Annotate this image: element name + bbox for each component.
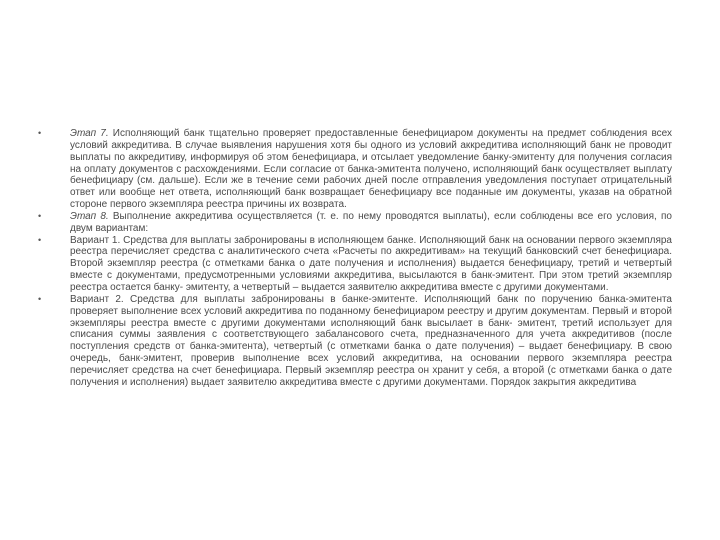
bullet-marker: • [38, 210, 42, 221]
bullet-marker: • [38, 293, 42, 304]
bullet-text: Вариант 1. Средства для выплаты забронированы в исполняющем банке. Исполняющий банк на основании первого экземпляра реестра перечисляет средства с аналитического счета «Расчеты по аккредитивам» на текущий банковский счет бенефициара. Второй экземпляр реестра (с отметками банка о дате получения и исполнения) выдается бенефициару, третий и четвертый вместе с документами, предусмотренными условиями аккредитива, высылаются в банк-эмитент. При этом третий экземпляр реестра остается банку- эмитенту, а четвертый – выдается заявителю аккредитива вместе с другими документами. [70, 234, 672, 293]
stage-description: Выполнение аккредитива осуществляется (т. е. по нему проводятся выплаты), если соблюдены все его условия, по двум вариантам: [70, 210, 672, 234]
bullet-marker: • [38, 128, 42, 138]
bullet-item-stage-8 [38, 211, 672, 235]
bullet-item-variant-1 [38, 235, 672, 294]
bullet-list [38, 128, 672, 389]
stage-label: Этап 7. [70, 128, 109, 139]
bullet-item-variant-2 [38, 294, 672, 389]
bullet-text: Вариант 2. Средства для выплаты забронированы в банке-эмитенте. Исполняющий банк по поручению банка-эмитента проверяет выполнение всех условий аккредитива по поданному бенефициаром реестру и другим документам. Первый и второй экземпляры реестра вместе с другими документами исполняющий банк высылает в банк- эмитент, третий использует для списания суммы заявления с соответствующего забалансового счета, предназначенного для учета аккредитивов (после поступления средств от банка-эмитента), четвертый (с отметками банка о дате получения) – выдает бенефициару. В свою очередь, банк-эмитент, проверив выполнение всех условий аккредитива, на основании первого экземпляра реестра перечисляет средства на счет бенефициара. Первый экземпляр реестра он хранит у себя, а второй (с отметками банка о дате получения и исполнения) выдает заявителю аккредитива вместе с другими документами. Порядок закрытия аккредитива [70, 293, 672, 388]
bullet-text [70, 211, 672, 235]
bullet-marker: • [38, 234, 42, 245]
stage-label: Этап 8. [70, 210, 109, 222]
stage-description: Исполняющий банк тщательно проверяет предоставленные бенефициаром документы на предмет соблюдения всех условий аккредитива. В случае выявления нарушения хотя бы одного из условий аккредитива исполняющий банк не проводит выплаты по аккредитиву, информируя об этом бенефициара, и отсылает уведомление банку-эмитенту для получения согласия на оплату документов с расхождениями. Если согласие от банка-эмитента получено, исполняющий банк осуществляет выплату бенефициару (см. дальше). Если же в течение семи рабочих дней после отправления уведомления поступает отрицательный ответ или вообще нет ответа, исполняющий банк возвращает бенефициару все поданные им документы, указав на обратной стороне первого экземпляра реестра причины их возврата. [70, 128, 672, 211]
bullet-item-stage-7 [38, 128, 672, 211]
bullet-text [70, 128, 672, 211]
